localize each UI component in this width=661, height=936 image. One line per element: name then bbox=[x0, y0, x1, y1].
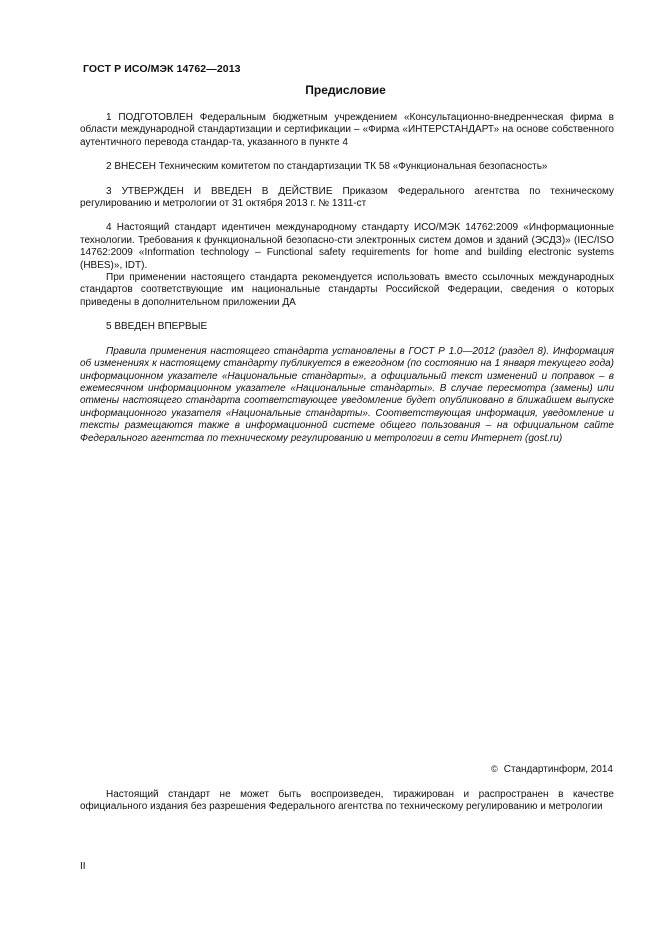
paragraph-2-introduced: 2 ВНЕСЕН Техническим комитетом по стандартизации ТК 58 «Функциональная безопасность» bbox=[106, 161, 548, 173]
paragraph-1-prepared: 1 ПОДГОТОВЛЕН Федеральным бюджетным учреждением «Консультационно-внедренческая фирма в области международной стандартизации и сертификации – «Фирма «ИНТЕРСТАНДАРТ» на основе собственного аутентичного перевода стандар-та, указанного в пункте 4 bbox=[80, 112, 614, 148]
copyright-icon: © bbox=[491, 764, 498, 774]
paragraph-5-first-time: 5 ВВЕДЕН ВПЕРВЫЕ bbox=[106, 321, 208, 333]
page-title: Предисловие bbox=[305, 83, 386, 97]
reproduction-notice: Настоящий стандарт не может быть воспроизведен, тиражирован и распространен в качестве официального издания без разрешения Федерального агентства по техническому регулированию и метрологии bbox=[80, 789, 614, 813]
copyright-line bbox=[491, 764, 613, 775]
paragraph-4-references: При применении настоящего стандарта рекомендуется использовать вместо ссылочных международных стандартов соответствующие им национальные стандарты Российской Федерации, сведения о которых приведены в дополнительном приложении ДА bbox=[80, 272, 614, 308]
application-rules-notice: Правила применения настоящего стандарта установлены в ГОСТ Р 1.0—2012 (раздел 8). Информация об изменениях к настоящему стандарту публикуется в ежегодном (по состоянию на 1 января текущего года) информационном указателе «Национальные стандарты», а официальный текст изменений и поправок – в ежемесячном информационном указателе «Национальные стандарты». В случае пересмотра (замены) или отмены настоящего стандарта соответствующее уведомление будет опубликовано в ближайшем выпуске информационного указателя «Национальные стандарты». Соответствующая информация, уведомление и тексты размещаются также в информационной системе общего пользования – на официальном сайте Федерального агентства по техническому регулированию и метрологии в сети Интернет (gost.ru) bbox=[80, 345, 614, 444]
copyright-text: Стандартинформ, 2014 bbox=[503, 764, 613, 775]
foreword-body bbox=[80, 112, 614, 445]
paragraph-4-identical: 4 Настоящий стандарт идентичен международному стандарту ИСО/МЭК 14762:2009 «Информационные технологии. Требования к функциональной безопасно-сти электронных систем домов и зданий (ЭСДЗ)» (IEC/ISO 14762:2009 «Information technology – Functional safety requirements for home and building electronic systems (HBES)», IDT). bbox=[80, 222, 614, 271]
page-number: II bbox=[80, 861, 86, 872]
document-code-header: ГОСТ Р ИСО/МЭК 14762—2013 bbox=[83, 63, 241, 75]
paragraph-3-approved: 3 УТВЕРЖДЕН И ВВЕДЕН В ДЕЙСТВИЕ Приказом Федерального агентства по техническому регулированию и метрологии от 31 октября 2013 г. № 1311-ст bbox=[80, 185, 614, 210]
